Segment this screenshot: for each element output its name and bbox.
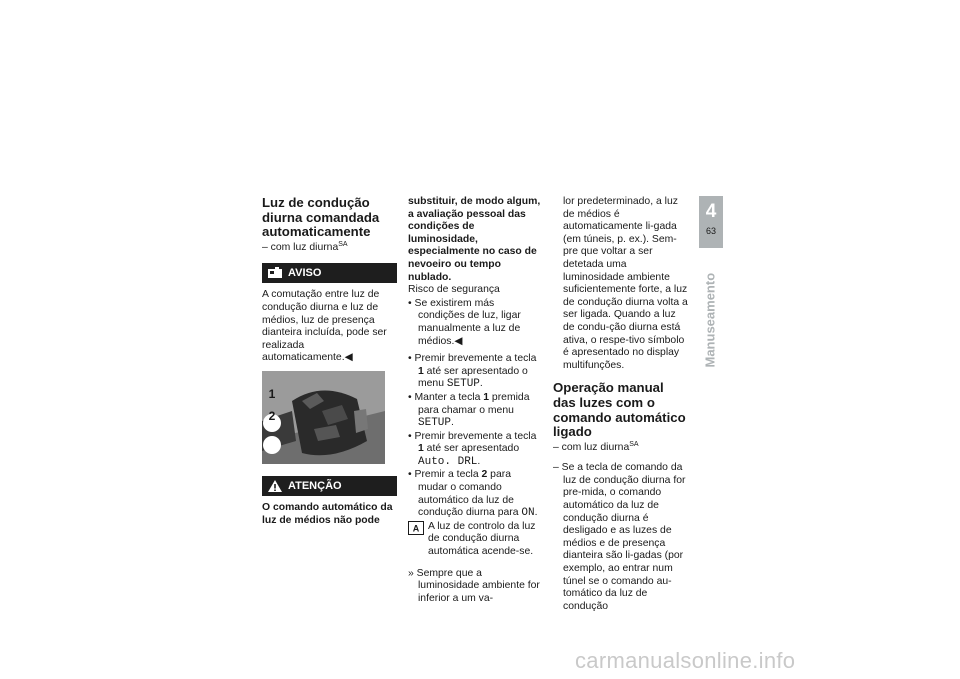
step-continuation: lor predeterminado, a luz de médios é automaticamente li-gada (em túneis, p. ex.). Sem-pre que voltar a ser detetada uma luminosidade ambiente suficientemente forte, a luz de condução diurna volta a ser ligada. Quando a luz de condu-ção diurna está ativa, o respe-tivo símbolo é apresentado no display multifunções. — [563, 196, 688, 371]
section-heading: Operação manual das luzes com o comando automático ligado — [553, 380, 686, 440]
option-line: – com luz diurna$^{SA}$ — [553, 440, 639, 453]
page-number: 63 — [705, 226, 716, 236]
result-step: » Sempre que a luminosidade ambiente for inferior a um va- — [408, 567, 540, 604]
caution-label: ATENÇÃO — [288, 479, 342, 492]
column-2 — [408, 196, 543, 605]
list-item: • Premir brevemente a tecla 1 até ser apresentado o menu SETUP. — [408, 353, 537, 391]
section-heading: Luz de condução diurna comandada automaticamente — [262, 195, 380, 240]
risk-text: Risco de segurança — [408, 284, 500, 296]
watermark: carmanualsonline.info — [575, 648, 796, 673]
list-item: • Manter a tecla 1 premida para chamar o menu SETUP. — [408, 391, 530, 430]
handlebar-photo — [262, 371, 385, 464]
list-item: • Premir brevemente a tecla 1 até ser apresentado Auto. DRL. — [408, 430, 537, 468]
warning-text: A comutação entre luz de condução diurna e luz de médios, luz de presença dianteira incluída, pode ser realizada automaticamente.◀ — [262, 289, 387, 364]
caution-bar — [262, 476, 397, 496]
warning-triangle-icon — [268, 480, 282, 492]
indicator-note — [408, 521, 543, 559]
column-1 — [262, 196, 397, 527]
indicator-text: A luz de controlo da luz de condução diurna automática acende-se. — [428, 520, 536, 558]
warning-label: AVISO — [288, 267, 322, 280]
svg-text:A: A — [412, 523, 420, 534]
chapter-side-label: Manuseamento — [702, 272, 718, 368]
callout-1: 1 — [268, 387, 276, 401]
chapter-tab — [699, 196, 723, 248]
list-item: • Se existirem más condições de luz, ligar manualmente a luz de médios.◀ — [408, 297, 521, 347]
instruction-item: – Se a tecla de comando da luz de condução diurna for pre-mida, o comando automático da luz de condução diurna é desligado e as luzes de médios e de presença dianteira são li-gadas (por exemplo, ao entrar num túnel se o comando au-tomático da luz de condução — [553, 462, 686, 612]
chapter-number: 4 — [705, 201, 717, 222]
drl-indicator-icon — [408, 521, 424, 559]
list-item: • Premir a tecla 2 para mudar o comando automático da luz de condução diurna para ON. — [408, 469, 538, 520]
caution-continuation: substituir, de modo algum, a avaliação pessoal das condições de luminosidade, especialmente no caso de nevoeiro ou tempo nublado. — [408, 196, 541, 283]
option-line: – com luz diurna$^{SA}$ — [262, 240, 348, 253]
notice-icon — [268, 267, 282, 279]
callout-2: 2 — [268, 409, 276, 423]
caution-text: O comando automático da luz de médios não pode — [262, 501, 393, 526]
warning-bar — [262, 263, 397, 283]
column-3 — [553, 196, 688, 613]
